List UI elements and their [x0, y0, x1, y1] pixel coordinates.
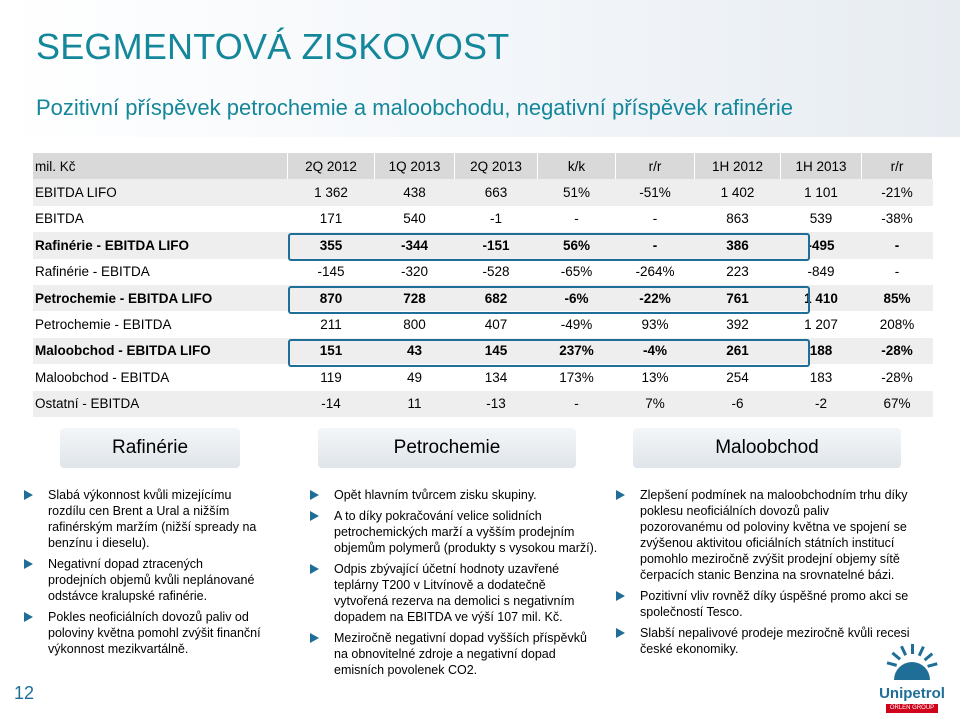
table-cell: -65%	[560, 264, 593, 280]
table-row	[33, 391, 933, 417]
table-cell: 438	[375, 179, 455, 205]
table-cell: -13	[455, 391, 538, 417]
row-label: Rafinérie - EBITDA LIFO	[33, 232, 288, 258]
table-cell: 188	[781, 338, 862, 364]
row-label: Maloobchod - EBITDA	[35, 369, 170, 385]
table-cell: 85%	[862, 285, 933, 311]
table-cell: -6%	[538, 285, 616, 311]
bullet-arrow-icon	[616, 628, 625, 638]
highlight-box	[288, 339, 810, 367]
table-cell: -21%	[862, 179, 933, 205]
table-cell: 183	[809, 369, 833, 385]
table-cell: 539	[809, 211, 833, 227]
column-header: 2Q 2013	[455, 153, 538, 179]
table-cell: -528	[482, 264, 510, 280]
table-cell: -49%	[560, 317, 593, 333]
bullet-text: Meziročně negativní dopad vyšších příspěvků na obnovitelné zdroje a negativní dopad emisních povolenek CO2.	[334, 631, 587, 677]
orlen-badge: ORLEN GROUP	[886, 704, 938, 713]
table-cell: -	[574, 211, 579, 227]
bullet-item	[308, 561, 598, 625]
bullet-text: Zlepšení podmínek na maloobchodním trhu díky poklesu neoficiálních dovozů paliv pozorovanému od poloviny května ve spojení se zvýšenou aktivitou oficiálních státních institucí pomohlo meziročně zvýšit prodejní objemy sítě čerpacích stanic Benzina na srovnatelné bázi.	[640, 488, 908, 582]
table-cell: 208%	[879, 317, 915, 333]
petrochem-bullets	[308, 487, 598, 683]
table-header-row	[33, 153, 933, 179]
table-cell: 7%	[616, 391, 695, 417]
bullet-arrow-icon	[310, 511, 319, 521]
petrochem-heading: Petrochemie	[318, 428, 576, 468]
table-row	[33, 179, 933, 205]
row-label: Rafinérie - EBITDA	[35, 264, 150, 280]
table-cell: 1 207	[804, 317, 838, 333]
table-cell: 261	[695, 338, 781, 364]
bullet-item	[308, 487, 598, 503]
table-cell: -344	[375, 232, 455, 258]
table-cell: 800	[403, 317, 426, 333]
table-cell: -38%	[881, 211, 913, 227]
bullet-text: Odpis zbývající účetní hodnoty uzavřené teplárny T200 v Litvínově a dodatečně vytvořená rezerva na demolici s negativním dopadem na EBITDA ve výší 107 mil. Kč.	[334, 562, 575, 624]
table-cell: 761	[695, 285, 781, 311]
table-cell: 407	[484, 317, 508, 333]
table-cell: -1	[489, 211, 502, 227]
table-cell: -495	[781, 232, 862, 258]
table-cell: 51%	[538, 179, 616, 205]
bullet-arrow-icon	[310, 564, 319, 574]
sun-icon	[872, 640, 952, 682]
table-cell: 151	[288, 338, 375, 364]
table-cell: 223	[726, 264, 749, 280]
table-cell: 119	[320, 369, 342, 385]
table-cell: 663	[455, 179, 538, 205]
highlight-box	[288, 233, 810, 261]
row-label: EBITDA LIFO	[33, 179, 288, 205]
bullet-item	[22, 556, 262, 604]
table-cell: 145	[455, 338, 538, 364]
table-cell: 682	[455, 285, 538, 311]
bullet-item	[308, 630, 598, 678]
table-cell: -	[894, 264, 900, 280]
table-cell: 49	[406, 369, 423, 385]
table-row	[33, 311, 933, 337]
table-cell: 355	[288, 232, 375, 258]
retail-heading: Maloobchod	[633, 428, 901, 468]
column-header: 2Q 2012	[288, 153, 375, 179]
logo-text: Unipetrol	[879, 685, 945, 702]
table-cell: 67%	[862, 391, 933, 417]
table-cell: 43	[375, 338, 455, 364]
bullet-item	[614, 588, 914, 620]
table-row	[33, 206, 933, 232]
table-row	[33, 259, 933, 285]
table-cell: 870	[288, 285, 375, 311]
table-cell: 1 402	[695, 179, 781, 205]
table-cell: 540	[403, 211, 426, 227]
bullet-text: Pokles neoficiálních dovozů paliv od poloviny května pomohl zvýšit finanční výkonnost mezikvartálně.	[48, 610, 261, 656]
bullet-text: Negativní dopad ztracených prodejních objemů kvůli neplánované odstávce kralupské rafinérie.	[48, 557, 255, 603]
column-header: 1Q 2013	[375, 153, 455, 179]
table-cell: -28%	[881, 369, 913, 385]
table-cell: 173%	[559, 369, 594, 385]
bullet-arrow-icon	[616, 490, 625, 500]
column-header: 1H 2012	[695, 153, 781, 179]
table-cell: 13%	[641, 369, 669, 385]
table-cell: 1 410	[781, 285, 862, 311]
table-cell: 1 362	[288, 179, 375, 205]
table-cell: 93%	[641, 317, 669, 333]
table-cell: -51%	[616, 179, 695, 205]
table-cell: -	[616, 232, 695, 258]
bullet-arrow-icon	[24, 559, 33, 569]
table-cell: -264%	[635, 264, 675, 280]
table-cell: 56%	[538, 232, 616, 258]
column-header: r/r	[862, 153, 933, 179]
row-label: Maloobchod - EBITDA LIFO	[33, 338, 288, 364]
bullet-arrow-icon	[24, 490, 33, 500]
page-number: 12	[14, 683, 35, 703]
column-header: mil. Kč	[33, 153, 288, 179]
table-cell: -	[538, 391, 616, 417]
bullet-arrow-icon	[616, 591, 625, 601]
table-cell: -	[652, 211, 658, 227]
table-cell: 171	[319, 211, 343, 227]
table-cell: -145	[317, 264, 345, 280]
table-cell: 863	[726, 211, 749, 227]
row-label: EBITDA	[35, 211, 84, 227]
table-cell: 728	[375, 285, 455, 311]
bullet-item	[308, 508, 598, 556]
bullet-text: A to díky pokračování velice solidních petrochemických marží a vyšším prodejním objemům polymerů (produkty s vysokou marží).	[334, 509, 598, 555]
bullet-arrow-icon	[310, 633, 319, 643]
table-cell: -320	[400, 264, 429, 280]
bullet-text: Opět hlavním tvůrcem zisku skupiny.	[334, 488, 537, 502]
table-cell: 11	[375, 391, 455, 417]
bullet-item	[22, 609, 262, 657]
table-cell: 211	[320, 317, 342, 333]
table-cell: -14	[288, 391, 375, 417]
ebitda-table	[33, 153, 933, 417]
page-title: SEGMENTOVÁ ZISKOVOST	[36, 26, 510, 67]
column-header: r/r	[616, 153, 695, 179]
table-cell: -28%	[862, 338, 933, 364]
table-cell: 392	[726, 317, 749, 333]
table-row	[33, 364, 933, 390]
table-cell: -849	[807, 264, 835, 280]
bullet-item	[614, 625, 914, 657]
page-subtitle: Pozitivní příspěvek petrochemie a maloobchodu, negativní příspěvek rafinérie	[36, 95, 793, 120]
table-cell: -4%	[616, 338, 695, 364]
table-cell: 134	[484, 369, 508, 385]
refinery-heading: Rafinérie	[60, 428, 240, 468]
table-cell: -6	[695, 391, 781, 417]
table-cell: -2	[781, 391, 862, 417]
table-cell: 237%	[538, 338, 616, 364]
bullet-item	[614, 487, 914, 583]
unipetrol-logo	[872, 640, 952, 711]
retail-bullets	[614, 487, 914, 662]
bullet-arrow-icon	[310, 490, 319, 500]
bullet-text: Slabá výkonnost kvůli mizejícímu rozdílu cen Brent a Ural a nižším rafinérským maržím (nižší spready na benzínu i dieselu).	[48, 488, 257, 550]
table-cell: -22%	[616, 285, 695, 311]
refinery-bullets	[22, 487, 262, 662]
table-cell: 254	[726, 369, 749, 385]
bullet-item	[22, 487, 262, 551]
column-header: 1H 2013	[781, 153, 862, 179]
row-label: Ostatní - EBITDA	[33, 391, 288, 417]
bullet-text: Pozitivní vliv rovněž díky úspěšné promo akci se společností Tesco.	[640, 589, 909, 619]
table-cell: -151	[455, 232, 538, 258]
table-cell: 386	[695, 232, 781, 258]
row-label: Petrochemie - EBITDA LIFO	[33, 285, 288, 311]
table-cell: -	[862, 232, 933, 258]
bullet-arrow-icon	[24, 612, 33, 622]
highlight-box	[288, 286, 810, 314]
bullet-text: Slabší nepalivové prodeje meziročně kvůli recesi české ekonomiky.	[640, 626, 910, 656]
row-label: Petrochemie - EBITDA	[35, 317, 172, 333]
column-header: k/k	[538, 153, 616, 179]
table-cell: 1 101	[781, 179, 862, 205]
